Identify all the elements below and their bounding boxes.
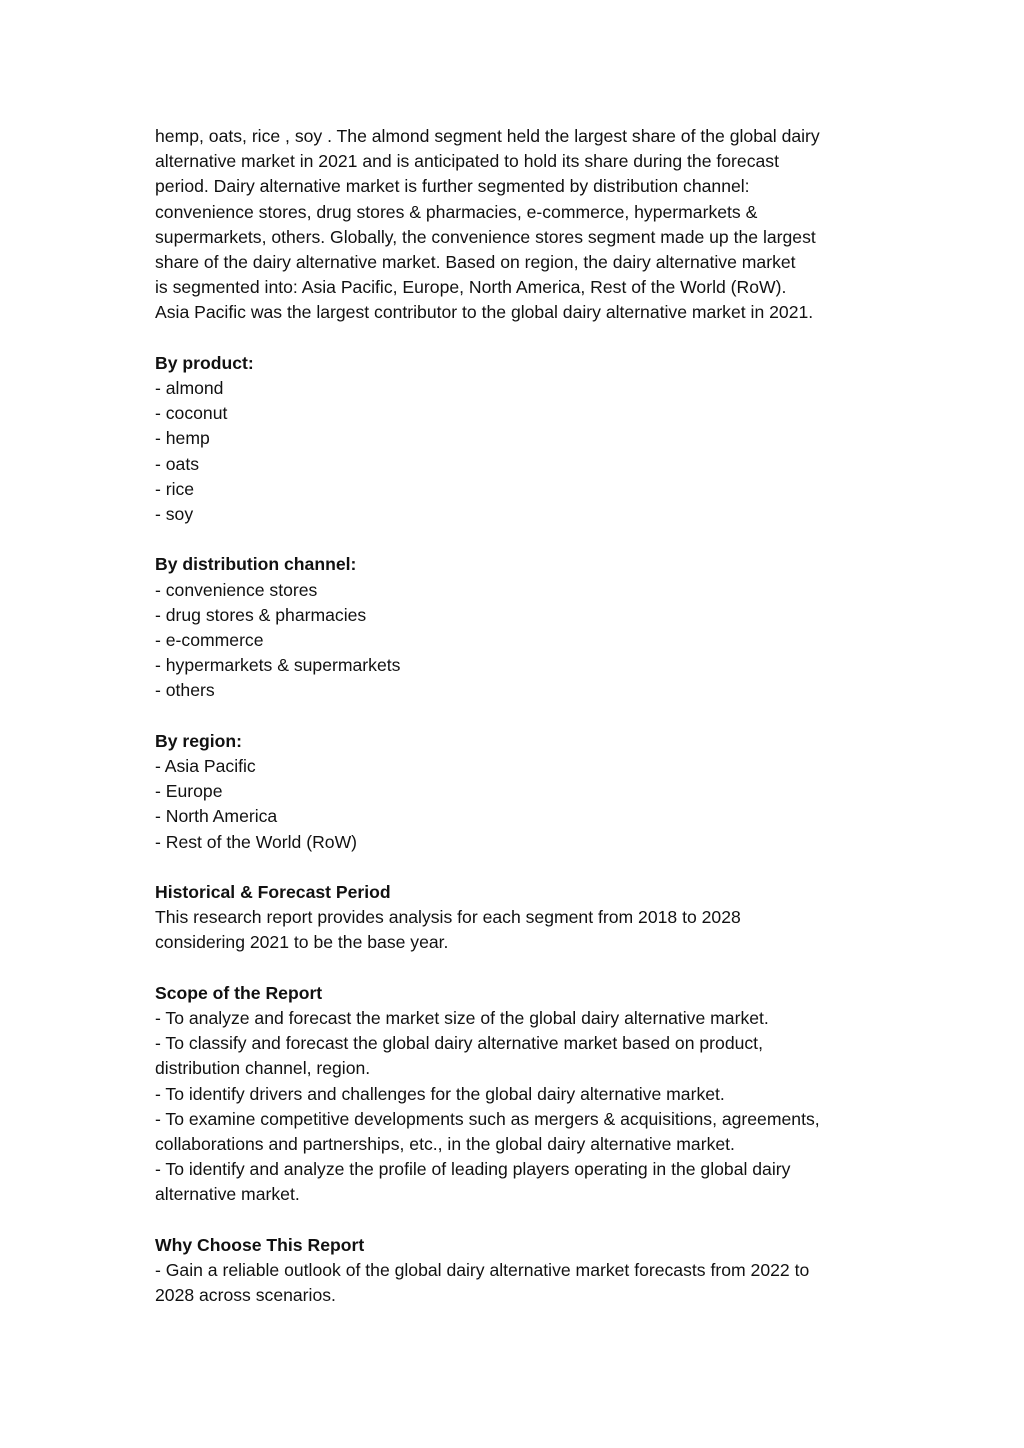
- list-item: - To identify drivers and challenges for the global dairy alternative market.: [155, 1083, 725, 1104]
- by-distribution-channel-section: [155, 552, 895, 703]
- section-heading: By product:: [155, 352, 254, 373]
- list-item: - To identify and analyze the profile of leading players operating in the global dairy: [155, 1159, 791, 1180]
- list-item: - Rest of the World (RoW): [155, 831, 358, 852]
- section-heading: Scope of the Report: [155, 982, 323, 1003]
- section-heading: By distribution channel:: [155, 554, 357, 575]
- by-region-section: [155, 729, 895, 855]
- intro-paragraph: [155, 124, 895, 326]
- paragraph-line: Asia Pacific was the largest contributor to the global dairy alternative market in 2021.: [155, 302, 814, 323]
- list-item: - To examine competitive developments such as mergers & acquisitions, agreements,: [155, 1108, 820, 1129]
- list-item: - drug stores & pharmacies: [155, 604, 367, 625]
- section-heading: Why Choose This Report: [155, 1234, 365, 1255]
- list-item: alternative market.: [155, 1184, 300, 1205]
- document-page: [155, 124, 895, 1308]
- historical-forecast-section: [155, 880, 895, 956]
- list-item: - North America: [155, 806, 278, 827]
- paragraph-line: hemp, oats, rice , soy . The almond segment held the largest share of the global dairy: [155, 126, 820, 146]
- list-item: collaborations and partnerships, etc., in the global dairy alternative market.: [155, 1134, 735, 1155]
- paragraph-line: period. Dairy alternative market is further segmented by distribution channel:: [155, 176, 750, 197]
- paragraph-line: is segmented into: Asia Pacific, Europe, North America, Rest of the World (RoW).: [155, 277, 787, 298]
- paragraph-line: considering 2021 to be the base year.: [155, 932, 449, 953]
- list-item: - others: [155, 680, 215, 701]
- list-item: - Gain a reliable outlook of the global dairy alternative market forecasts from 2022 to: [155, 1260, 810, 1281]
- scope-section: [155, 981, 895, 1208]
- section-heading: By region:: [155, 730, 242, 751]
- list-item: - rice: [155, 478, 195, 499]
- list-item: - almond: [155, 378, 224, 399]
- list-item: - soy: [155, 504, 194, 525]
- paragraph-line: convenience stores, drug stores & pharmacies, e-commerce, hypermarkets &: [155, 201, 758, 222]
- list-item: - convenience stores: [155, 579, 318, 600]
- list-item: - hypermarkets & supermarkets: [155, 655, 401, 676]
- section-heading: Historical & Forecast Period: [155, 882, 391, 903]
- list-item: - e-commerce: [155, 630, 264, 651]
- list-item: - Asia Pacific: [155, 756, 256, 777]
- list-item: 2028 across scenarios.: [155, 1285, 336, 1306]
- paragraph-line: alternative market in 2021 and is anticipated to hold its share during the forecast: [155, 151, 779, 172]
- list-item: - oats: [155, 453, 200, 474]
- list-item: - hemp: [155, 428, 210, 449]
- paragraph-line: share of the dairy alternative market. Based on region, the dairy alternative market: [155, 252, 796, 273]
- list-item: - coconut: [155, 403, 228, 424]
- why-choose-section: [155, 1233, 895, 1309]
- paragraph-line: supermarkets, others. Globally, the convenience stores segment made up the largest: [155, 226, 816, 247]
- list-item: - To classify and forecast the global dairy alternative market based on product,: [155, 1033, 763, 1054]
- list-item: distribution channel, region.: [155, 1058, 371, 1079]
- by-product-section: [155, 351, 895, 527]
- paragraph-line: This research report provides analysis for each segment from 2018 to 2028: [155, 907, 741, 928]
- list-item: - To analyze and forecast the market size of the global dairy alternative market.: [155, 1008, 769, 1029]
- list-item: - Europe: [155, 781, 223, 802]
